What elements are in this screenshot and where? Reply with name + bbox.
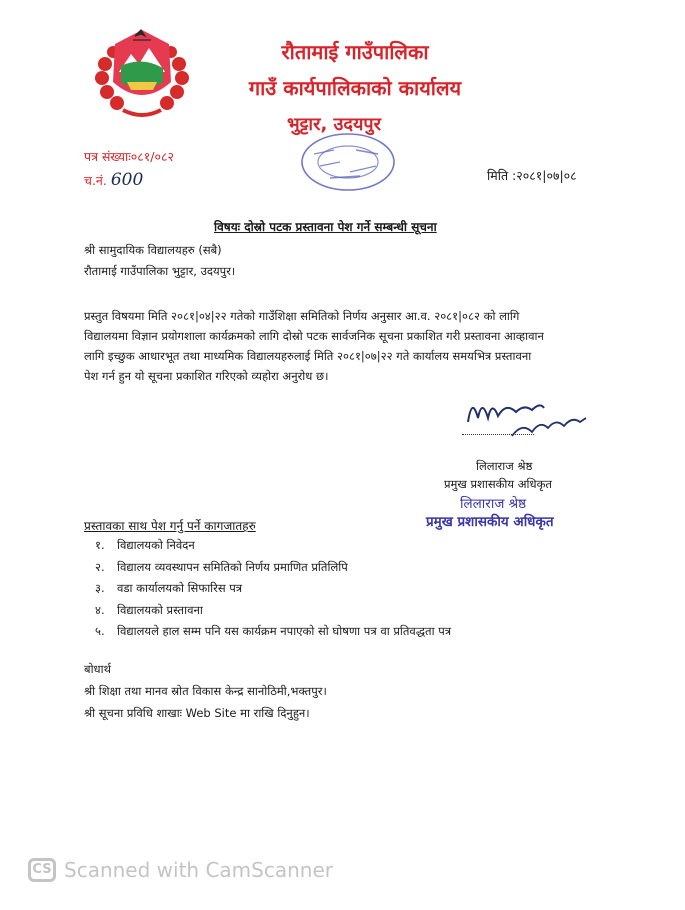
body-line: विद्यालयमा विज्ञान प्रयोगशाला कार्यक्रमको लागि दोस्रो पटक सार्वजनिक सूचना प्रकाशित गरी प्रस्तावना आव्हावान [84, 329, 544, 343]
camscanner-watermark [28, 858, 333, 882]
list-item: ५. विद्यालयले हाल सम्म पनि यस कार्यक्रम नपाएको सो घोषणा पत्र वा प्रतिवद्धता पत्र [95, 624, 452, 638]
camscanner-logo-icon: CS [28, 858, 56, 882]
cc-line-2: श्री सूचना प्रविधि शाखाः Web Site मा राखि दिनुहुन। [84, 706, 310, 720]
body-paragraph [84, 306, 604, 386]
body-line: पेश गर्न हुन यो सूचना प्रकाशित गरिएको व्यहोरा अनुरोध छ। [84, 369, 329, 383]
documents-title: प्रस्तावका साथ पेश गर्नु पर्ने कागजातहरु [84, 519, 256, 533]
signatory-name: लिलाराज श्रेष्ठ [476, 459, 533, 473]
office-name: गाउँ कार्यपालिकाको कार्यालय [248, 76, 462, 100]
signature-line [462, 434, 534, 435]
addressee-line-1: श्री सामुदायिक विद्यालयहरु (सबै) [84, 243, 222, 257]
dispatch-value: 600 [110, 170, 144, 190]
body-line: प्रस्तुत विषयमा मिति २०८१|०४|२२ गतेको गाउँशिक्षा समितिको निर्णय अनुसार आ.व. २०८१|०८२ को लागि [84, 309, 520, 323]
office-location: भुट्टार, उदयपुर [286, 114, 382, 135]
office-stamp-icon [290, 132, 402, 194]
letter-date: मिति :२०८१|०७|०८ [487, 168, 577, 183]
municipality-name: रौतामाई गाउँपालिका [281, 40, 429, 64]
dispatch-number [84, 170, 143, 190]
body-line: लागि इच्छुक आधारभूत तथा माध्यमिक विद्यालयहरुलाई मिति २०८१|०७|२२ गते कार्यालय समयभित्र प्रस्तावना [84, 349, 532, 363]
letter-number: पत्र संख्याः०८१/०८२ [84, 149, 174, 164]
name-stamp: लिलाराज श्रेष्ठ [460, 496, 527, 512]
title-stamp: प्रमुख प्रशासकीय अधिकृत [426, 514, 554, 530]
list-item: १. विद्यालयको निवेदन [95, 538, 195, 552]
signatory-title: प्रमुख प्रशासकीय अधिकृत [444, 477, 552, 491]
list-item: ३. वडा कार्यालयको सिफारिस पत्र [95, 581, 243, 595]
subject-line: विषयः दोस्रो पटक प्रस्तावना पेश गर्ने सम्बन्धी सूचना [214, 220, 437, 234]
watermark-text: Scanned with CamScanner [64, 858, 333, 882]
cc-line-1: श्री शिक्षा तथा मानव स्रोत विकास केन्द्र सानोठिमी,भक्तपुर। [84, 684, 327, 698]
municipality-emblem-icon [93, 26, 191, 118]
documents-list [95, 538, 451, 646]
list-item: २. विद्यालय व्यवस्थापन समितिको निर्णय प्रमाणित प्रतिलिपि [95, 559, 348, 574]
list-item: ४. विद्यालयको प्रस्तावना [95, 602, 203, 617]
dispatch-label: च.नं. [84, 173, 107, 188]
addressee-line-2: रौतामाई गाउँपालिका भुट्टार, उदयपुर। [84, 264, 236, 278]
cc-label: बोधार्थ [84, 662, 111, 676]
